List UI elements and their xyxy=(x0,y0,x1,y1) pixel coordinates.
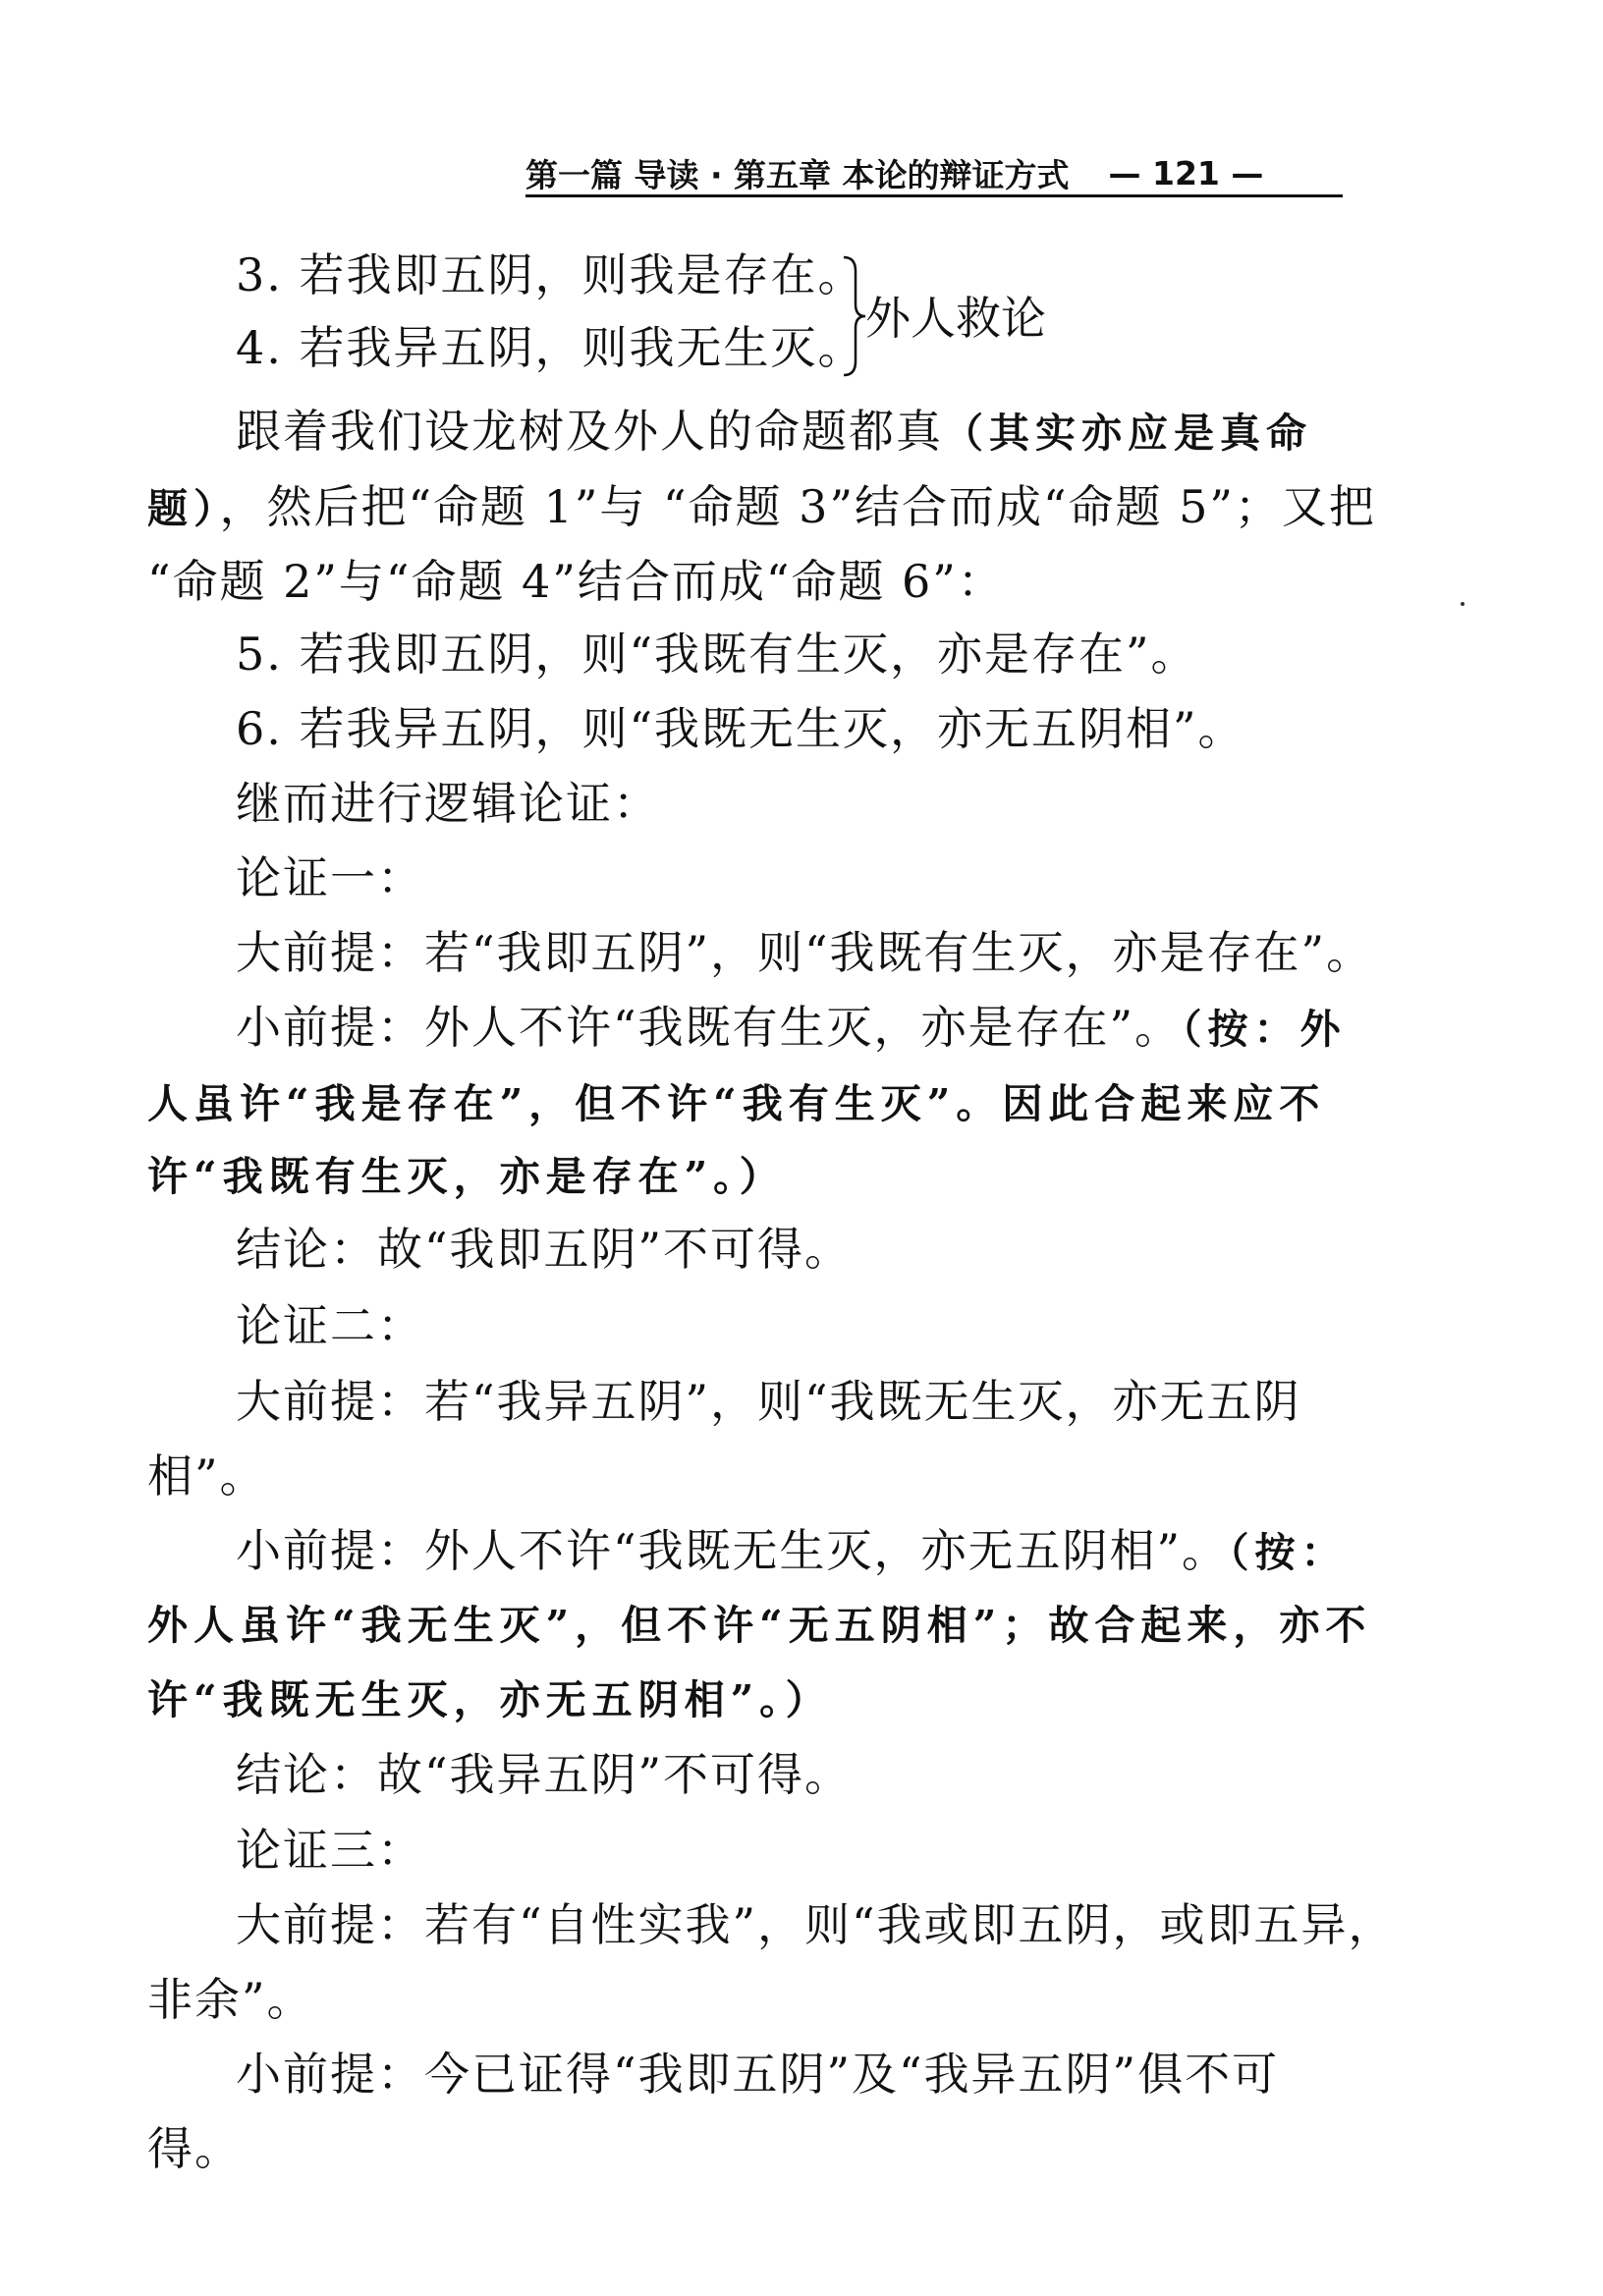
minor-premise xyxy=(236,1519,1346,1584)
paragraph-line xyxy=(147,475,1376,540)
minor-premise: 小前提：今已证得“我即五阴”及“我异五阴”俱不可 xyxy=(236,2048,1280,2101)
proposition-5: 5. 若我即五阴，则“我既有生灭，亦是存在”。 xyxy=(236,628,1198,681)
header-rule xyxy=(525,194,1343,197)
note-text: （其实亦应是真命 xyxy=(943,410,1312,457)
page-number: — 121 — xyxy=(1108,153,1264,192)
major-premise: 大前提：若“我异五阴”，则“我既无生灭，亦无五阴 xyxy=(236,1375,1301,1428)
proposition-6: 6. 若我异五阴，则“我既无生灭，亦无五阴相”。 xyxy=(236,702,1245,755)
note-text: （按： xyxy=(1229,1529,1348,1576)
running-header xyxy=(525,147,1346,198)
note-text: （按：外 xyxy=(1182,1006,1347,1053)
brace-label: 外人救论 xyxy=(865,292,1046,345)
argument-2-heading: 论证二： xyxy=(236,1299,424,1352)
major-premise: 大前提：若有“自性实我”，则“我或即五阴，或即五异， xyxy=(236,1898,1396,1951)
body-text: ，然后把“命题 1”与 “命题 3”结合而成“命题 5”；又把 xyxy=(219,480,1376,533)
argument-3-heading: 论证三： xyxy=(236,1824,424,1877)
proposition-4: 4. 若我异五阴，则我无生灭。 xyxy=(236,321,865,374)
note-line: 外人虽许“我无生灭”，但不许“无五阴相”；故合起来，亦不 xyxy=(147,1602,1372,1649)
paragraph-line: “命题 2”与“命题 4”结合而成“命题 6”： xyxy=(147,555,1005,608)
body-text: 小前提：外人不许“我既有生灭，亦是存在”。 xyxy=(236,1001,1183,1054)
major-premise: 大前提：若“我即五阴”，则“我既有生灭，亦是存在”。 xyxy=(236,926,1374,979)
proposition-3: 3. 若我即五阴，则我是存在。 xyxy=(236,248,865,301)
paragraph-line: 相”。 xyxy=(147,1449,267,1503)
note-line: 人虽许“我是存在”，但不许“我有生灭”。因此合起来应不 xyxy=(147,1080,1326,1127)
conclusion: 结论：故“我即五阴”不可得。 xyxy=(236,1223,853,1276)
argument-1-heading: 论证一： xyxy=(236,851,424,904)
note-line: 许“我既有生灭，亦是存在”。） xyxy=(147,1153,786,1200)
header-title: 第一篇 导读 · 第五章 本论的辩证方式 xyxy=(525,155,1070,194)
body-text: 跟着我们设龙树及外人的命题都真 xyxy=(236,405,943,458)
minor-premise xyxy=(236,996,1346,1061)
scan-speck xyxy=(1461,602,1465,606)
conclusion: 结论：故“我异五阴”不可得。 xyxy=(236,1748,853,1801)
outsider-rescue-brace xyxy=(840,247,1056,385)
paragraph-line: 继而进行逻辑论证： xyxy=(236,777,660,830)
body-text: 小前提：外人不许“我既无生灭，亦无五阴相”。 xyxy=(236,1524,1230,1577)
paragraph-line: 非余”。 xyxy=(147,1973,314,2026)
note-text: 题） xyxy=(147,485,220,532)
note-line: 许“我既无生灭，亦无五阴相”。） xyxy=(147,1676,832,1723)
paragraph-line xyxy=(236,400,1346,465)
paragraph-line: 得。 xyxy=(147,2122,242,2175)
